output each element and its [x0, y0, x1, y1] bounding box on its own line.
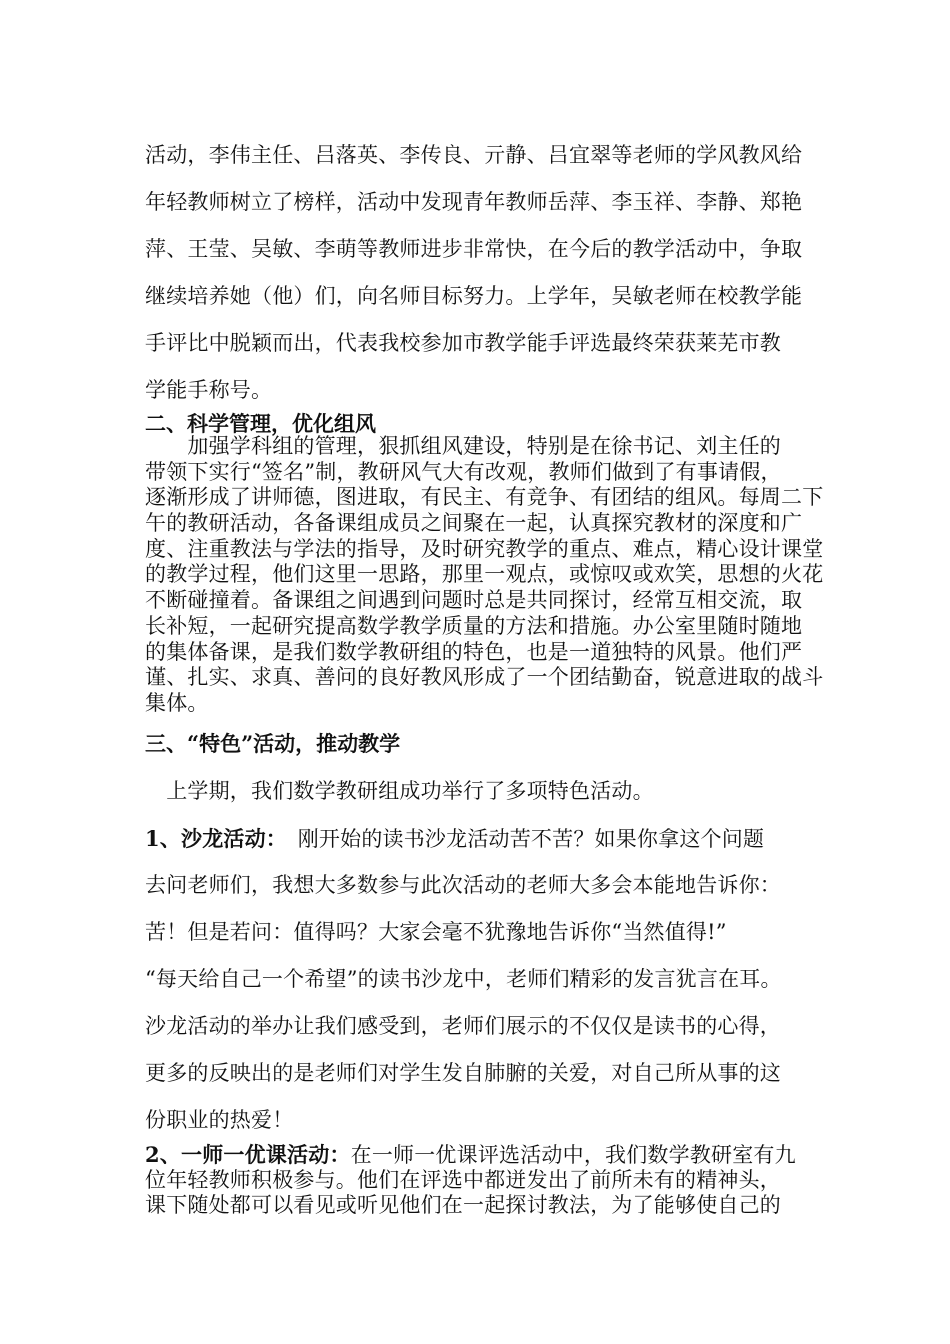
paragraph-one-teacher-one-lesson — [145, 1142, 815, 1219]
text-line: 逐渐形成了讲师德，图进取，有民主、有竞争、有团结的组风。每周二下 — [145, 485, 824, 510]
paragraph-activities — [145, 768, 815, 1144]
text-line: “每天给自己一个希望”的读书沙龙中，老师们精彩的发言犹言在耳。 — [145, 967, 782, 991]
text-line: 集体。 — [145, 690, 209, 715]
text-line: 度、注重教法与学法的指导，及时研究教学的重点、难点，精心设计课堂 — [145, 536, 824, 561]
item-1-label: 1、沙龙活动： — [145, 826, 277, 851]
text-line: 去问老师们，我想大多数参与此次活动的老师大多会本能地告诉你： — [145, 873, 781, 897]
text-line: 沙龙活动的举办让我们感受到，老师们展示的不仅仅是读书的心得， — [145, 1014, 781, 1038]
text-line: 课下随处都可以看见或听见他们在一起探讨教法，为了能够使自己的 — [145, 1193, 781, 1218]
text-line: 苦！但是若问：值得吗？大家会毫不犹豫地告诉你“当然值得!” — [145, 920, 727, 944]
text-line: 带领下实行“签名”制，教研风气大有改观，教师们做到了有事请假， — [145, 459, 782, 484]
text-line: 活动，李伟主任、吕落英、李传良、亓静、吕宜翠等老师的学风教风给 — [145, 143, 803, 167]
section-3-heading: 三、“特色”活动，推动教学 — [145, 731, 401, 756]
intro-line: 上学期，我们数学教研组成功举行了多项特色活动。 — [145, 779, 654, 803]
text-line: 份职业的热爱！ — [145, 1108, 294, 1132]
item-1-first-line — [145, 815, 815, 862]
text-line: 萍、王莹、吴敏、李萌等教师进步非常快，在今后的教学活动中，争取 — [145, 237, 803, 261]
text-line: 长补短，一起研究提高数学教学质量的方法和措施。办公室里随时随地 — [145, 613, 803, 638]
text-line: 位年轻教师积极参与。他们在评选中都迸发出了前所未有的精神头， — [145, 1167, 781, 1192]
text-line: 学能手称号。 — [145, 378, 273, 402]
text-line: 谨、扎实、求真、善问的良好教风形成了一个团结勤奋，锐意进取的战斗 — [145, 665, 824, 690]
text-line: 加强学科组的管理，狠抓组风建设，特别是在徐书记、刘主任的 — [145, 434, 781, 458]
text-line: 手评比中脱颖而出，代表我校参加市教学能手评选最终荣获莱芜市教 — [145, 331, 781, 355]
item-1-text: 刚开始的读书沙龙活动苦不苦？如果你拿这个问题 — [276, 827, 765, 851]
section-2-heading: 二、科学管理，优化组风 — [145, 411, 376, 436]
item-2-first-line — [145, 1142, 815, 1168]
text-line: 更多的反映出的是老师们对学生发自肺腑的关爱，对自己所从事的这 — [145, 1061, 781, 1085]
text-line: 不断碰撞着。备课组之间遇到问题时总是共同探讨，经常互相交流，取 — [145, 588, 803, 613]
item-2-text: 在一师一优课评选活动中，我们数学教研室有九 — [350, 1143, 796, 1167]
item-2-label: 2、一师一优课活动： — [145, 1142, 351, 1167]
text-line: 继续培养她（他）们，向名师目标努力。上学年，吴敏老师在校教学能 — [145, 284, 803, 308]
text-line: 年轻教师树立了榜样，活动中发现青年教师岳萍、李玉祥、李静、郑艳 — [145, 190, 803, 214]
paragraph-teacher-progress — [145, 132, 815, 414]
text-line: 的集体备课，是我们数学教研组的特色，也是一道独特的风景。他们严 — [145, 639, 803, 664]
paragraph-management — [145, 434, 824, 717]
text-line: 午的教研活动，各备课组成员之间聚在一起，认真探究教材的深度和广 — [145, 511, 803, 536]
text-line: 的教学过程，他们这里一思路，那里一观点，或惊叹或欢笑，思想的火花 — [145, 562, 824, 587]
